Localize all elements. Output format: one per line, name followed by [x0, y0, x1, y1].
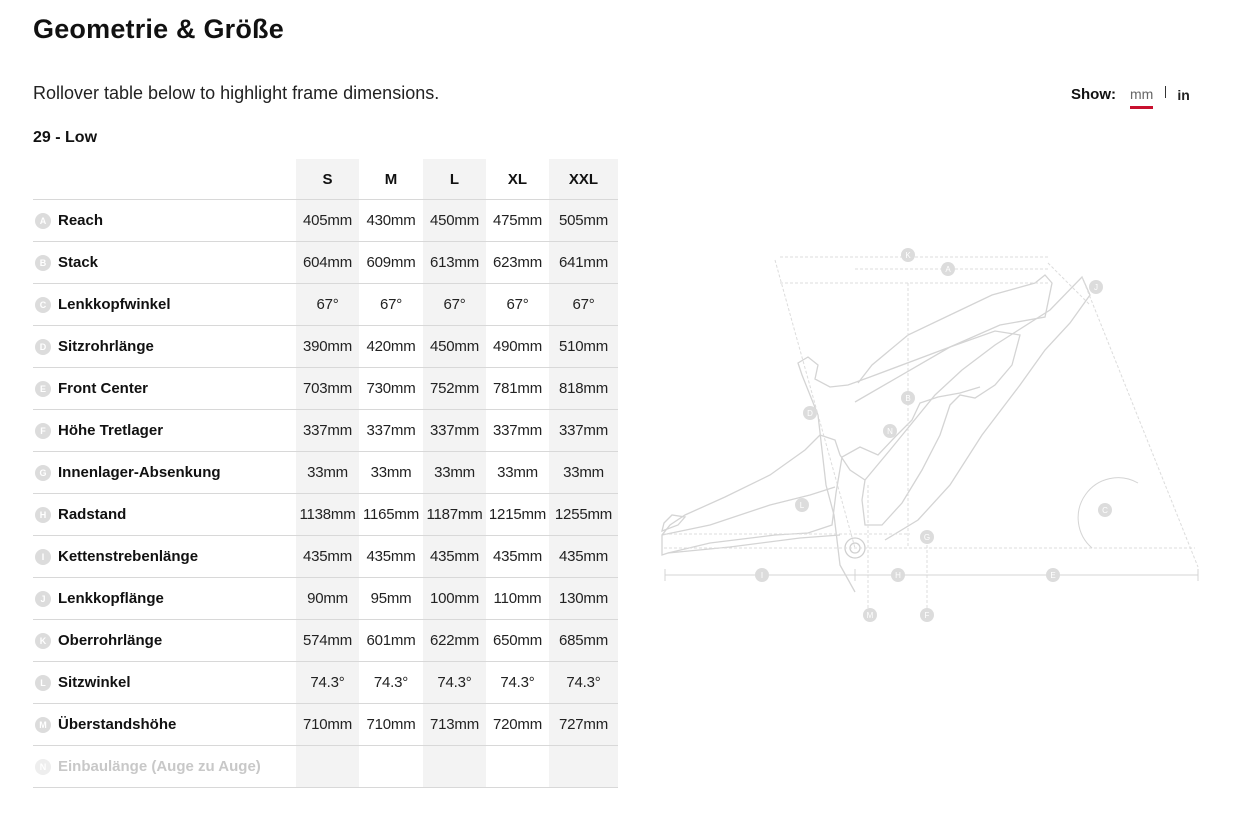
size-value-cell: 720mm — [492, 716, 543, 733]
row-name-cell — [33, 746, 296, 788]
row-name-cell — [33, 200, 296, 242]
dimension-letter-badge: M — [35, 717, 51, 733]
size-value-cell: 730mm — [366, 380, 416, 397]
geometry-row[interactable] — [33, 746, 618, 788]
row-name-cell — [33, 368, 296, 410]
row-name-cell — [33, 704, 296, 746]
size-value-cell: 67° — [549, 284, 618, 326]
geometry-row[interactable] — [33, 200, 618, 242]
size-value-cell: 601mm — [366, 632, 416, 649]
size-header-xxl: XXL — [549, 159, 618, 200]
row-name-cell — [33, 326, 296, 368]
diagram-badge-letter: G — [923, 533, 931, 542]
geometry-row[interactable] — [33, 536, 618, 578]
diagram-badge-letter: H — [895, 571, 901, 580]
dimension-letter-badge: A — [35, 213, 51, 229]
geometry-row[interactable] — [33, 494, 618, 536]
size-value-cell: 74.3° — [549, 662, 618, 704]
size-value-cell: 420mm — [366, 338, 416, 355]
size-value-cell: 609mm — [366, 254, 416, 271]
frame-stays — [662, 487, 840, 553]
dimension-letter-badge: K — [35, 633, 51, 649]
diagram-badge-h — [891, 568, 905, 582]
diagram-badge-letter: C — [1102, 506, 1108, 515]
size-value-cell — [296, 746, 359, 788]
diagram-badge-i — [755, 568, 769, 582]
size-header-l: L — [423, 159, 486, 200]
size-value-cell: 604mm — [296, 242, 359, 284]
size-value-cell: 435mm — [423, 536, 486, 578]
dimension-letter-badge: N — [35, 759, 51, 775]
geometry-row[interactable] — [33, 662, 618, 704]
name-column-header — [33, 159, 296, 200]
size-value-cell: 74.3° — [423, 662, 486, 704]
size-value-cell: 90mm — [296, 578, 359, 620]
size-value-cell: 622mm — [423, 620, 486, 662]
size-value-cell: 713mm — [423, 704, 486, 746]
unit-option-in[interactable]: in — [1177, 87, 1190, 103]
size-value-cell: 74.3° — [296, 662, 359, 704]
row-name-cell — [33, 578, 296, 620]
dimension-letter-badge: E — [35, 381, 51, 397]
geometry-row[interactable] — [33, 410, 618, 452]
geometry-row[interactable] — [33, 704, 618, 746]
size-value-cell: 430mm — [366, 212, 416, 229]
size-value-cell — [486, 746, 549, 788]
size-value-cell: 33mm — [423, 452, 486, 494]
diagram-badge-letter: J — [1094, 283, 1098, 292]
row-label: Lenkkopflänge — [58, 589, 164, 607]
frame-geometry-diagram — [650, 235, 1210, 635]
size-value-cell: 67° — [296, 284, 359, 326]
size-value-cell: 650mm — [492, 632, 543, 649]
size-value-cell: 710mm — [296, 704, 359, 746]
diagram-badge-l — [795, 498, 809, 512]
seat-tube-line — [775, 260, 855, 548]
row-label: Innenlager-Absenkung — [58, 463, 221, 481]
geometry-row[interactable] — [33, 368, 618, 410]
geometry-row[interactable] — [33, 578, 618, 620]
diagram-badge-letter: B — [905, 394, 911, 403]
dimension-letter-badge: J — [35, 591, 51, 607]
size-value-cell: 490mm — [492, 338, 543, 355]
row-label: Oberrohrlänge — [58, 631, 163, 649]
size-value-cell: 1215mm — [488, 506, 547, 523]
geometry-row[interactable] — [33, 452, 618, 494]
row-name-cell — [33, 662, 296, 704]
diagram-badge-k — [901, 248, 915, 262]
row-name-cell — [33, 410, 296, 452]
diagram-badge-letter: A — [945, 265, 951, 274]
size-value-cell: 781mm — [492, 380, 543, 397]
diagram-badge-letter: E — [1050, 571, 1056, 580]
geometry-row[interactable] — [33, 620, 618, 662]
size-value-cell: 33mm — [296, 452, 359, 494]
unit-switch-label: Show: — [1071, 86, 1116, 103]
size-header-xl: XL — [507, 170, 528, 188]
unit-option-mm[interactable]: mm — [1130, 86, 1153, 109]
dimension-letter-badge: I — [35, 549, 51, 565]
diagram-badge-letter: N — [887, 427, 893, 436]
geometry-row[interactable] — [33, 242, 618, 284]
diagram-badge-e — [1046, 568, 1060, 582]
size-header-s: S — [296, 159, 359, 200]
row-label: Reach — [58, 211, 104, 229]
row-name-cell — [33, 494, 296, 536]
frame-outline — [662, 331, 1020, 592]
row-name-cell — [33, 284, 296, 326]
size-value-cell: 100mm — [423, 578, 486, 620]
size-value-cell: 74.3° — [500, 674, 535, 691]
size-value-cell: 752mm — [423, 368, 486, 410]
diagram-badge-c — [1098, 503, 1112, 517]
size-value-cell: 505mm — [549, 200, 618, 242]
frame-toptube — [855, 275, 1052, 402]
diagram-badge-letter: M — [866, 611, 874, 620]
size-value-cell: 1165mm — [362, 506, 420, 523]
diagram-badge-a — [941, 262, 955, 276]
size-value-cell: 67° — [506, 296, 529, 313]
page-title: Geometrie & Größe — [33, 14, 284, 44]
size-value-cell: 74.3° — [373, 674, 409, 691]
diagram-badge-letter: K — [905, 251, 911, 260]
size-value-cell: 727mm — [549, 704, 618, 746]
dimension-letter-badge: F — [35, 423, 51, 439]
row-label: Kettenstrebenlänge — [58, 547, 199, 565]
diagram-badges — [755, 248, 1112, 622]
row-name-cell — [33, 452, 296, 494]
size-header-m: M — [384, 170, 398, 188]
size-value-cell: 67° — [379, 296, 403, 313]
size-value-cell: 623mm — [492, 254, 543, 271]
diagram-badge-letter: I — [760, 571, 764, 580]
size-value-cell: 641mm — [549, 242, 618, 284]
size-value-cell: 337mm — [366, 422, 416, 439]
size-value-cell — [549, 746, 618, 788]
diagram-badge-j — [1089, 280, 1103, 294]
geometry-row[interactable] — [33, 326, 618, 368]
size-value-cell: 33mm — [497, 464, 538, 481]
size-value-cell: 1138mm — [296, 494, 359, 536]
dimension-letter-badge: C — [35, 297, 51, 313]
size-value-cell: 475mm — [492, 212, 543, 229]
dimension-letter-badge: L — [35, 675, 51, 691]
diagram-badge-m — [863, 608, 877, 622]
size-value-cell: 95mm — [370, 590, 412, 607]
size-value-cell: 510mm — [549, 326, 618, 368]
size-value-cell: 450mm — [423, 200, 486, 242]
row-label: Sitzwinkel — [58, 673, 131, 691]
diagram-badge-n — [883, 424, 897, 438]
size-value-cell: 435mm — [549, 536, 618, 578]
size-value-cell: 405mm — [296, 200, 359, 242]
row-label: Überstandshöhe — [58, 715, 177, 733]
row-label: Front Center — [58, 379, 148, 397]
row-label: Höhe Tretlager — [58, 421, 164, 439]
size-value-cell: 710mm — [366, 716, 416, 733]
row-label: Lenkkopfwinkel — [58, 295, 171, 313]
size-value-cell: 337mm — [423, 410, 486, 452]
row-label: Einbaulänge (Auge zu Auge) — [58, 757, 261, 775]
size-value-cell — [423, 746, 486, 788]
size-value-cell: 574mm — [296, 620, 359, 662]
diagram-badge-letter: F — [924, 611, 930, 620]
dimension-letter-badge: G — [35, 465, 51, 481]
size-value-cell: 33mm — [549, 452, 618, 494]
size-value-cell: 337mm — [549, 410, 618, 452]
diagram-badge-letter: D — [807, 409, 813, 418]
size-header-row — [33, 159, 618, 200]
size-value-cell: 33mm — [370, 464, 412, 481]
row-name-cell — [33, 242, 296, 284]
head-tube-length-line — [1048, 263, 1090, 305]
page-subtitle: Rollover table below to highlight frame dimensions. — [33, 83, 440, 103]
row-label: Stack — [58, 253, 99, 271]
unit-switch — [1071, 86, 1190, 109]
head-angle-line — [1082, 277, 1198, 567]
row-name-cell — [33, 536, 296, 578]
size-value-cell: 450mm — [423, 326, 486, 368]
size-value-cell: 1187mm — [423, 494, 486, 536]
size-value-cell: 337mm — [492, 422, 543, 439]
diagram-badge-letter: L — [799, 501, 805, 510]
size-value-cell: 67° — [423, 284, 486, 326]
unit-separator — [1165, 86, 1166, 98]
row-name-cell — [33, 620, 296, 662]
diagram-badge-f — [920, 608, 934, 622]
size-value-cell: 818mm — [549, 368, 618, 410]
size-value-cell: 435mm — [366, 548, 416, 565]
size-value-cell: 390mm — [296, 326, 359, 368]
size-value-cell: 110mm — [493, 590, 542, 607]
dimension-letter-badge: B — [35, 255, 51, 271]
size-value-cell: 703mm — [296, 368, 359, 410]
dimension-letter-badge: D — [35, 339, 51, 355]
diagram-badge-g — [920, 530, 934, 544]
diagram-badge-d — [803, 406, 817, 420]
dimension-letter-badge: H — [35, 507, 51, 523]
geometry-table — [33, 159, 618, 788]
size-value-cell: 435mm — [492, 548, 543, 565]
diagram-badge-b — [901, 391, 915, 405]
size-value-cell: 613mm — [423, 242, 486, 284]
geometry-row[interactable] — [33, 284, 618, 326]
size-value-cell: 685mm — [549, 620, 618, 662]
size-value-cell: 130mm — [549, 578, 618, 620]
frame-downtube — [865, 277, 1090, 540]
model-name: 29 - Low — [33, 129, 98, 146]
row-label: Radstand — [58, 505, 127, 523]
size-value-cell: 435mm — [296, 536, 359, 578]
size-value-cell: 337mm — [296, 410, 359, 452]
size-value-cell: 1255mm — [549, 494, 618, 536]
size-value-cell — [359, 746, 423, 788]
row-label: Sitzrohrlänge — [58, 337, 154, 355]
